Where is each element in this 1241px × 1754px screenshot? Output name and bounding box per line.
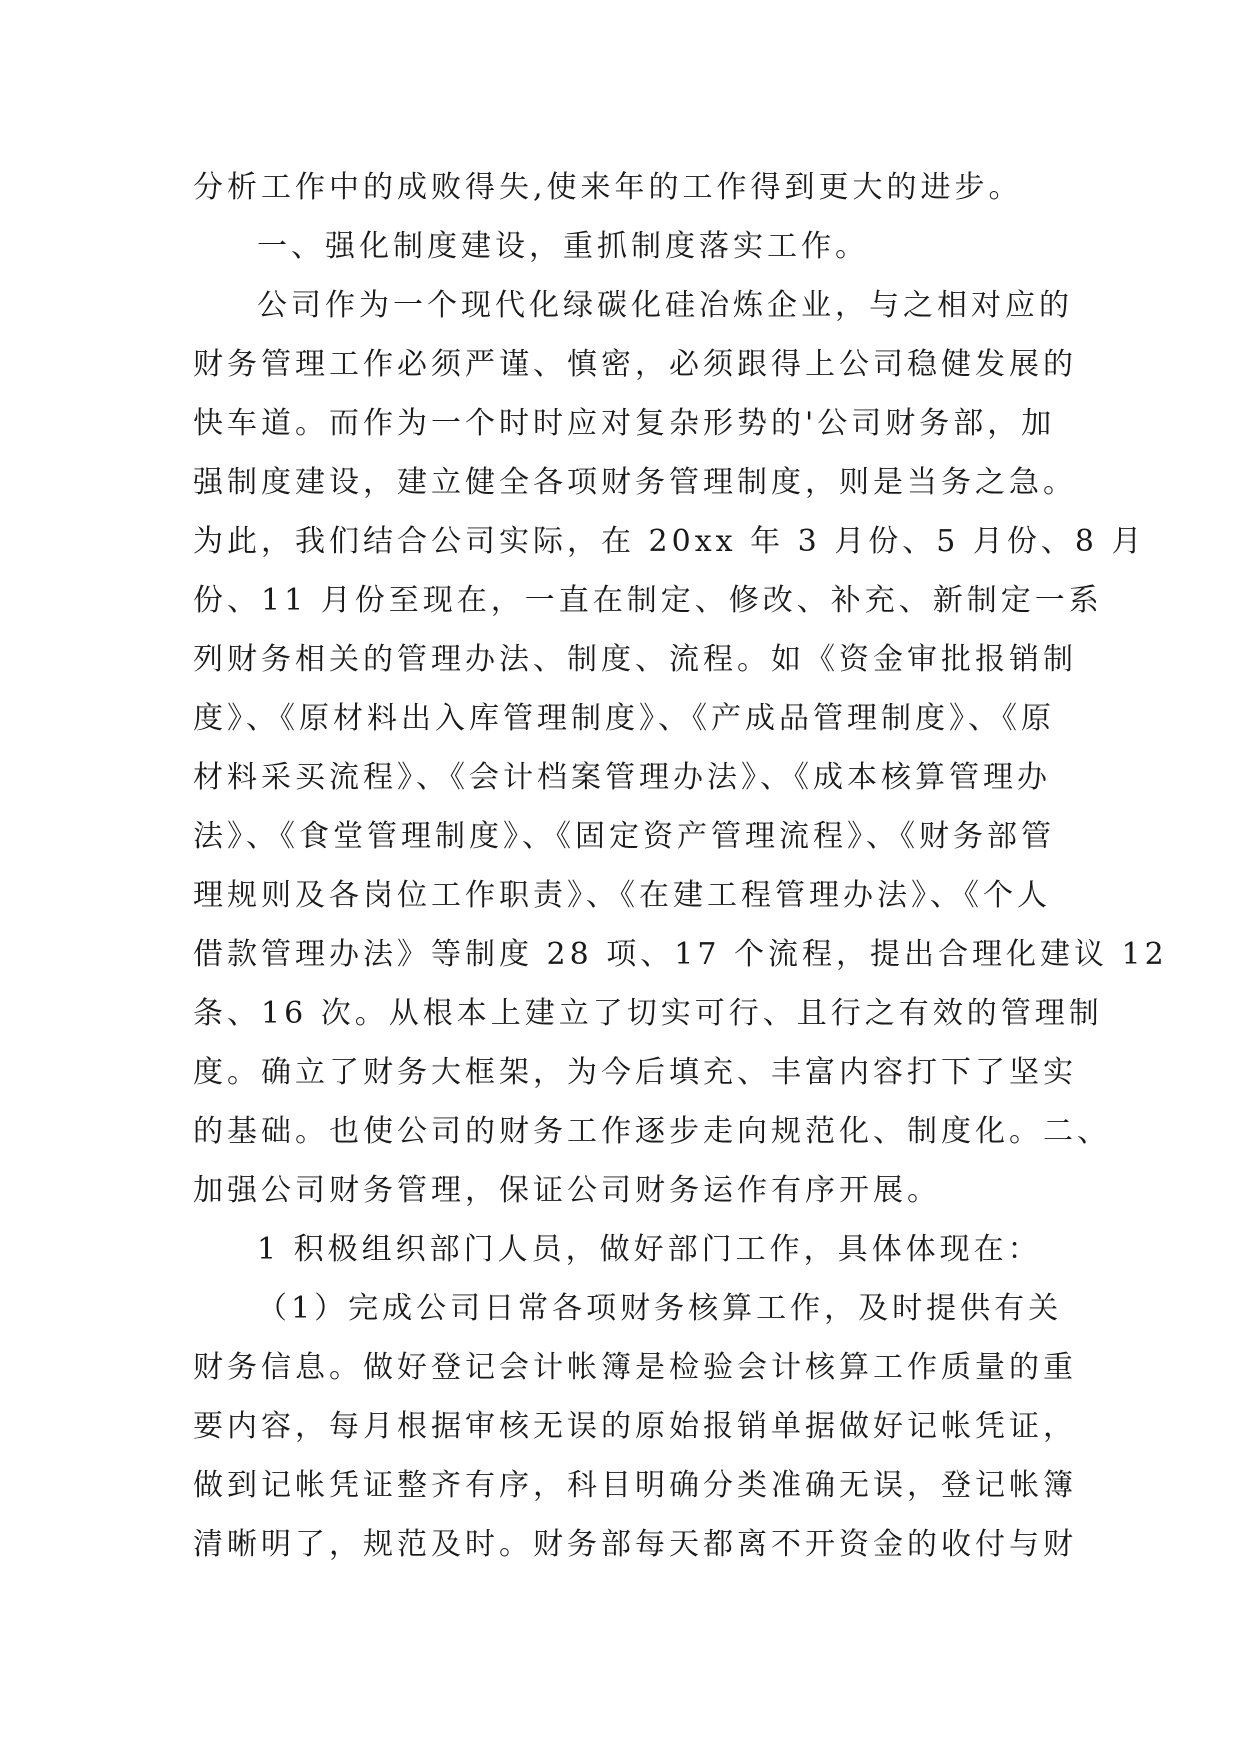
text-line-17: 的基础。也使公司的财务工作逐步走向规范化、制度化。二、 <box>193 1114 1111 1149</box>
text-line-15: 条、16 次。从根本上建立了切实可行、且行之有效的管理制 <box>193 996 1103 1031</box>
text-line-5: 快车道。而作为一个时时应对复杂形势的'公司财务部，加 <box>193 406 1056 441</box>
text-line-24: 清晰明了，规范及时。财务部每天都离不开资金的收付与财 <box>193 1527 1077 1562</box>
text-line-1: 分析工作中的成败得失,使来年的工作得到更大的进步。 <box>193 170 1023 205</box>
text-line-21: 财务信息。做好登记会计帐簿是检验会计核算工作质量的重 <box>193 1350 1077 1385</box>
text-line-14: 借款管理办法》等制度 28 项、17 个流程，提出合理化建议 12 <box>193 937 1168 972</box>
section-heading-1: 一、强化制度建设，重抓制度落实工作。 <box>257 229 869 264</box>
text-line-12: 法》、《食堂管理制度》、《固定资产管理流程》、《财务部管 <box>193 819 1055 854</box>
text-line-4: 财务管理工作必须严谨、慎密，必须跟得上公司稳健发展的 <box>193 347 1077 382</box>
text-line-18: 加强公司财务管理，保证公司财务运作有序开展。 <box>193 1173 941 1208</box>
document-body <box>193 158 1168 1574</box>
text-line-22: 要内容，每月根据审核无误的原始报销单据做好记帐凭证， <box>193 1409 1077 1444</box>
text-line-9: 列财务相关的管理办法、制度、流程。如《资金审批报销制 <box>193 642 1077 677</box>
text-line-7: 为此，我们结合公司实际，在 20xx 年 3 月份、5 月份、8 月 <box>193 524 1146 559</box>
text-line-11: 材料采买流程》、《会计档案管理办法》、《成本核算管理办 <box>193 760 1051 795</box>
text-line-13: 理规则及各岗位工作职责》、《在建工程管理办法》、《个人 <box>193 878 1051 913</box>
text-line-16: 度。确立了财务大框架，为今后填充、丰富内容打下了坚实 <box>193 1055 1077 1090</box>
text-line-6: 强制度建设，建立健全各项财务管理制度，则是当务之急。 <box>193 465 1077 500</box>
text-line-8: 份、11 月份至现在，一直在制定、修改、补充、新制定一系 <box>193 583 1103 618</box>
text-line-3: 公司作为一个现代化绿碳化硅冶炼企业，与之相对应的 <box>257 288 1073 323</box>
text-line-19: 1 积极组织部门人员，做好部门工作，具体体现在： <box>257 1232 1042 1267</box>
text-line-10: 度》、《原材料出入库管理制度》、《产成品管理制度》、《原 <box>193 701 1055 736</box>
text-line-20: （1）完成公司日常各项财务核算工作，及时提供有关 <box>257 1291 1063 1326</box>
text-line-23: 做到记帐凭证整齐有序，科目明确分类准确无误，登记帐簿 <box>193 1468 1077 1503</box>
